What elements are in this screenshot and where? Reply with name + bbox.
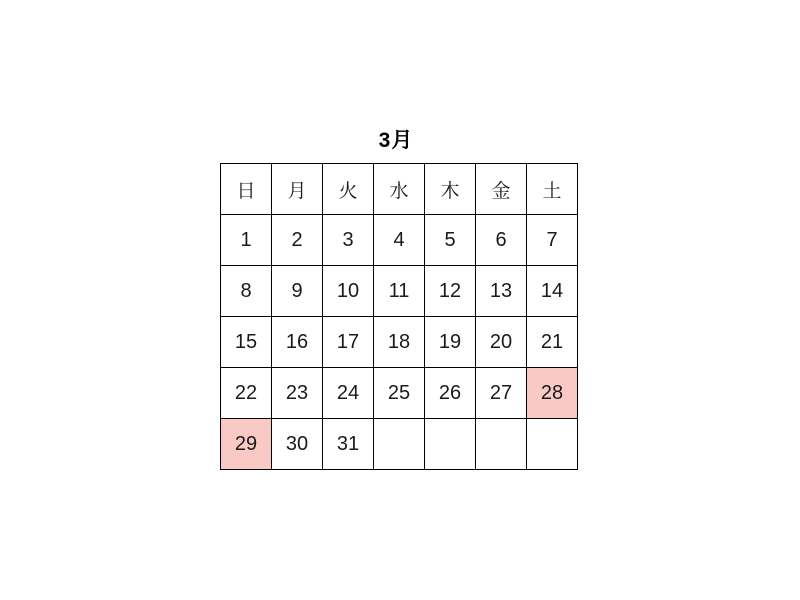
day-cell[interactable]: 7: [527, 215, 578, 266]
day-cell[interactable]: 25: [374, 368, 425, 419]
day-cell[interactable]: 18: [374, 317, 425, 368]
day-cell-empty: [374, 419, 425, 470]
day-cell[interactable]: 4: [374, 215, 425, 266]
day-cell-empty: [527, 419, 578, 470]
weekday-header-row: [221, 164, 578, 215]
day-cell[interactable]: 6: [476, 215, 527, 266]
day-cell[interactable]: 17: [323, 317, 374, 368]
weekday-header-sun: 日: [221, 164, 272, 215]
day-cell[interactable]: 22: [221, 368, 272, 419]
calendar-week-row: [221, 266, 578, 317]
day-cell[interactable]: 27: [476, 368, 527, 419]
day-cell[interactable]: 16: [272, 317, 323, 368]
day-cell[interactable]: 14: [527, 266, 578, 317]
calendar-week-row: [221, 419, 578, 470]
day-cell[interactable]: 2: [272, 215, 323, 266]
day-cell[interactable]: 3: [323, 215, 374, 266]
day-cell[interactable]: 1: [221, 215, 272, 266]
calendar-table: [220, 163, 578, 470]
weekday-header-fri: 金: [476, 164, 527, 215]
day-cell[interactable]: 21: [527, 317, 578, 368]
day-cell[interactable]: 30: [272, 419, 323, 470]
day-cell[interactable]: 19: [425, 317, 476, 368]
calendar-week-row: [221, 215, 578, 266]
day-cell-empty: [476, 419, 527, 470]
day-cell[interactable]: 26: [425, 368, 476, 419]
calendar-header-row-group: [221, 164, 578, 215]
day-cell[interactable]: 20: [476, 317, 527, 368]
day-cell[interactable]: 31: [323, 419, 374, 470]
weekday-header-wed: 水: [374, 164, 425, 215]
day-cell-highlighted[interactable]: 29: [221, 419, 272, 470]
weekday-header-sat: 土: [527, 164, 578, 215]
weekday-header-tue: 火: [323, 164, 374, 215]
day-cell[interactable]: 9: [272, 266, 323, 317]
weekday-header-thu: 木: [425, 164, 476, 215]
day-cell-empty: [425, 419, 476, 470]
day-cell[interactable]: 15: [221, 317, 272, 368]
day-cell[interactable]: 24: [323, 368, 374, 419]
day-cell[interactable]: 5: [425, 215, 476, 266]
day-cell[interactable]: 10: [323, 266, 374, 317]
calendar-body: [221, 215, 578, 470]
weekday-header-mon: 月: [272, 164, 323, 215]
day-cell-highlighted[interactable]: 28: [527, 368, 578, 419]
day-cell[interactable]: 8: [221, 266, 272, 317]
calendar-week-row: [221, 317, 578, 368]
day-cell[interactable]: 13: [476, 266, 527, 317]
day-cell[interactable]: 12: [425, 266, 476, 317]
calendar-container: [220, 128, 572, 470]
day-cell[interactable]: 11: [374, 266, 425, 317]
calendar-week-row: [221, 368, 578, 419]
calendar-title: 3月: [378, 129, 414, 152]
day-cell[interactable]: 23: [272, 368, 323, 419]
